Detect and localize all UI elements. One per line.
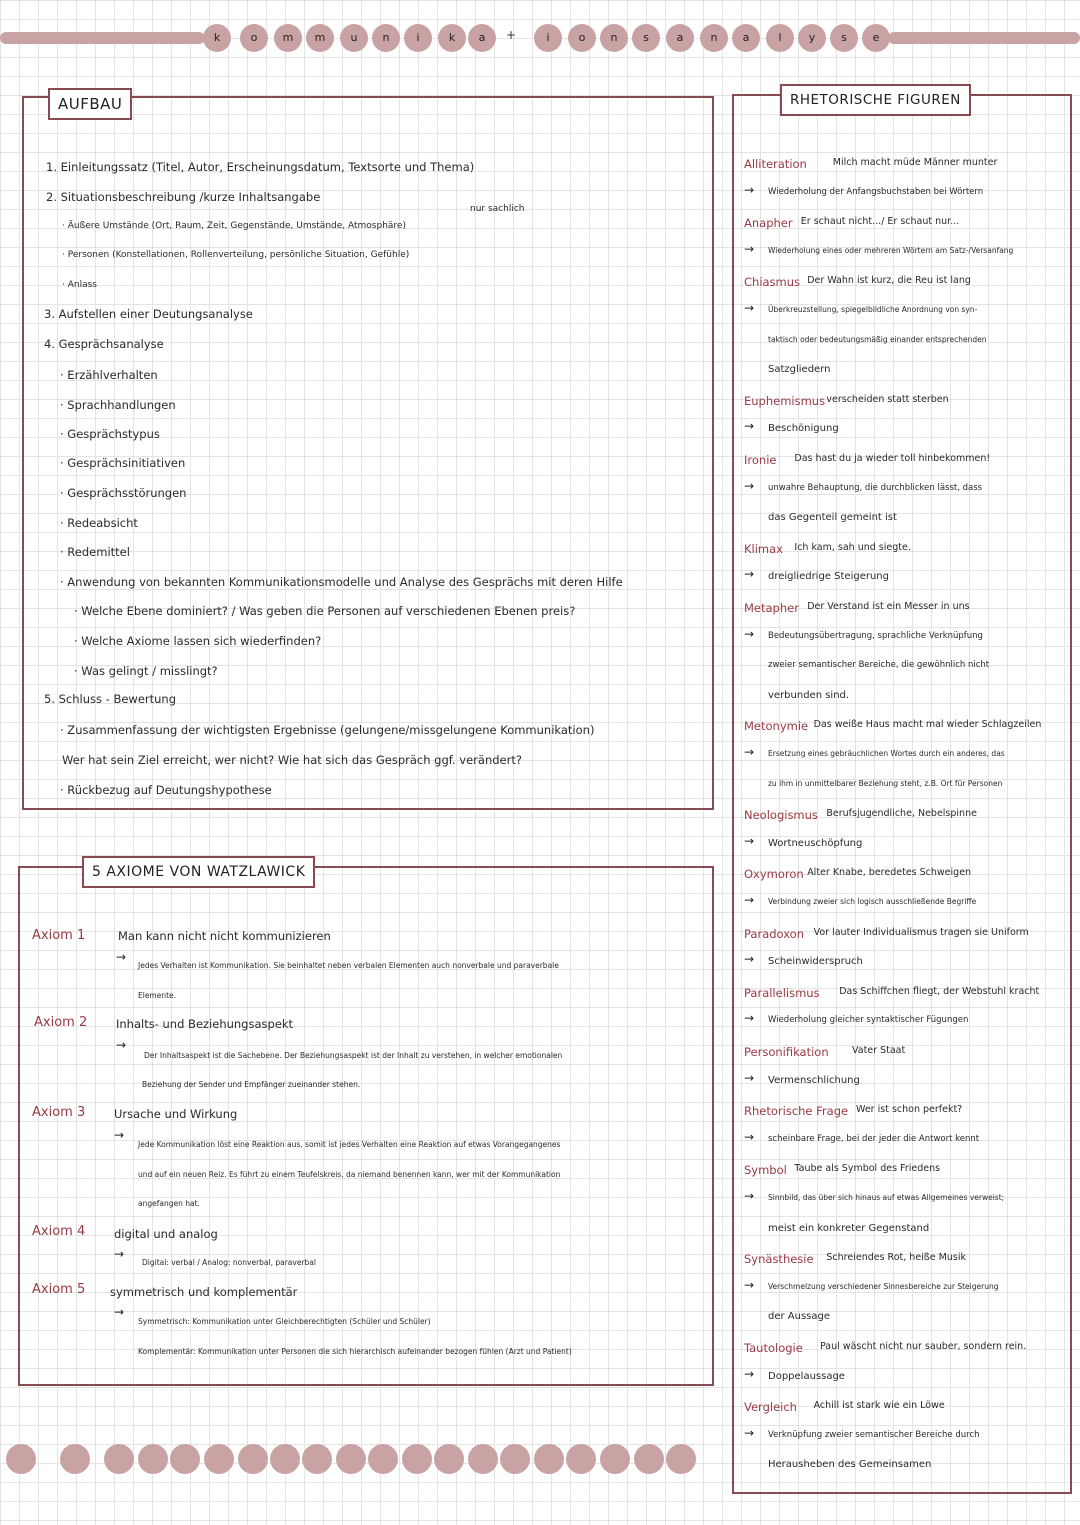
header-letter-circle: u: [340, 24, 368, 52]
figure-definition: Wortneuschöpfung: [768, 837, 863, 849]
axiom-text: Komplementär: Kommunikation unter Personen die sich hierarchisch aufeinander bezogen fühlen (Arzt und Patient): [138, 1347, 572, 1356]
footer-dot: [138, 1444, 168, 1474]
figure-definition: der Aussage: [768, 1311, 831, 1323]
arrow-icon: →: [744, 1277, 755, 1292]
arrow-icon: →: [744, 1011, 755, 1026]
header-letter-circle: e: [862, 24, 890, 52]
figure-definition: Satzgliedern: [768, 364, 831, 376]
arrow-icon: →: [744, 1425, 755, 1440]
arrow-icon: →: [744, 182, 755, 197]
footer-dot: [600, 1444, 630, 1474]
header-letter-circle: n: [700, 24, 728, 52]
axiom-text: Symmetrisch: Kommunikation unter Gleichberechtigten (Schüler und Schüler): [138, 1317, 431, 1326]
aufbau-line: 5. Schluss - Bewertung: [44, 692, 177, 706]
figure-term: Ironie: [744, 453, 777, 467]
axiom-label: Axiom 1: [32, 928, 86, 943]
footer-dot: [170, 1444, 200, 1474]
aufbau-line: 1. Einleitungssatz (Titel, Autor, Erscheinungsdatum, Textsorte und Thema): [46, 160, 475, 174]
header-letter-circle: l: [766, 24, 794, 52]
aufbau-title: AUFBAU: [48, 88, 132, 120]
figure-term: Paradoxon: [744, 926, 804, 941]
figure-example: Das hast du ja wieder toll hinbekommen!: [794, 453, 991, 464]
aufbau-line: 2. Situationsbeschreibung /kurze Inhaltsangabe: [46, 190, 321, 204]
header-bar-right: [888, 32, 1080, 44]
arrow-icon: →: [744, 419, 755, 434]
figure-term: Vergleich: [744, 1400, 797, 1415]
axiom-text: Beziehung der Sender und Empfänger zueinander stehen.: [142, 1080, 361, 1089]
arrow-icon: →: [744, 1189, 755, 1203]
arrow-icon: →: [744, 833, 755, 848]
figure-term: Parallelismus: [744, 985, 820, 1000]
figure-example: verscheiden statt sterben: [826, 393, 949, 405]
header-title-circles: [200, 24, 890, 54]
figure-definition: verbunden sind.: [768, 689, 850, 701]
figure-term: Symbol: [744, 1163, 787, 1178]
axiom-label: Axiom 5: [32, 1282, 86, 1297]
aufbau-line: · Gesprächsstörungen: [60, 486, 187, 500]
figure-example: Er schaut nicht.../ Er schaut nur...: [800, 216, 960, 228]
figure-definition: Ersetzung eines gebräuchlichen Wortes durch ein anderes, das: [768, 749, 1005, 758]
footer-dot: [60, 1444, 90, 1474]
arrow-icon: →: [116, 1038, 127, 1052]
figure-example: Schreiendes Rot, heiße Musik: [826, 1252, 966, 1264]
figure-example: Taube als Symbol des Friedens: [794, 1163, 941, 1175]
header-letter-circle: m: [306, 24, 334, 52]
arrow-icon: →: [116, 950, 127, 964]
figure-definition: Wiederholung der Anfangsbuchstaben bei Wörtern: [768, 186, 984, 197]
aufbau-line: · Personen (Konstellationen, Rollenverteilung, persönliche Situation, Gefühle): [62, 250, 410, 260]
arrow-icon: →: [114, 1247, 125, 1261]
header-letter-circle: o: [568, 24, 596, 52]
figure-example: Vor lauter Individualismus tragen sie Uniform: [813, 926, 1029, 938]
figure-definition: Herausheben des Gemeinsamen: [768, 1459, 932, 1471]
header-bar-left: [0, 32, 205, 44]
footer-dot: [6, 1444, 36, 1474]
aufbau-line: · Redemittel: [60, 545, 130, 559]
figure-example: Ich kam, sah und siegte.: [794, 541, 911, 553]
figure-term: Klimax: [744, 541, 783, 556]
figure-definition: Verbindung zweier sich logisch ausschließende Begriffe: [768, 897, 977, 906]
aufbau-line: · Welche Ebene dominiert? / Was geben die Personen auf verschiedenen Ebenen preis?: [74, 604, 576, 618]
figure-definition: Überkreuzstellung, spiegelbildliche Anordnung von syn-: [768, 305, 978, 314]
figure-definition: zu ihm in unmittelbarer Beziehung steht, z.B. Ort für Personen: [768, 778, 1003, 788]
aufbau-note: nur sachlich: [470, 204, 525, 214]
arrow-icon: →: [744, 301, 755, 315]
figure-term: Tautologie: [744, 1341, 803, 1355]
figure-example: Der Verstand ist ein Messer in uns: [807, 601, 970, 612]
figure-example: Der Wahn ist kurz, die Reu ist lang: [807, 275, 971, 287]
figure-term: Neologismus: [744, 808, 818, 823]
header-letter-circle: i: [404, 24, 432, 52]
header-letter-circle: s: [632, 24, 660, 52]
axiom-head: digital und analog: [114, 1227, 218, 1241]
aufbau-line: · Gesprächsinitiativen: [60, 456, 186, 470]
figure-definition: taktisch oder bedeutungsmäßig einander entsprechenden: [768, 334, 987, 344]
aufbau-line: · Rückbezug auf Deutungshypothese: [60, 783, 272, 797]
axiom-head: Inhalts- und Beziehungsaspekt: [116, 1017, 294, 1031]
figure-example: Alter Knabe, beredetes Schweigen: [807, 867, 972, 879]
header-letter-circle: a: [468, 24, 496, 52]
arrow-icon: →: [744, 1366, 755, 1381]
figure-definition: Verschmelzung verschiedener Sinnesbereiche zur Steigerung: [768, 1281, 999, 1291]
figure-example: Paul wäscht nicht nur sauber, sondern rein.: [820, 1341, 1027, 1352]
arrow-icon: →: [744, 478, 755, 493]
aufbau-line: · Sprachhandlungen: [60, 398, 176, 412]
axiom-text: Jedes Verhalten ist Kommunikation. Sie beinhaltet neben verbalen Elementen auch nonverbale und paraverbale: [138, 961, 559, 970]
arrow-icon: →: [744, 241, 755, 256]
figure-term: Oxymoron: [744, 867, 804, 882]
figure-term: Metonymie: [744, 719, 809, 734]
header-letter-circle: s: [830, 24, 858, 52]
header-letter-circle: k: [203, 24, 231, 52]
footer-dot: [402, 1444, 432, 1474]
rhetorik-title: RHETORISCHE FIGUREN: [780, 84, 971, 116]
figure-definition: meist ein konkreter Gegenstand: [768, 1222, 930, 1234]
footer-dot: [336, 1444, 366, 1474]
footer-dot: [634, 1444, 664, 1474]
footer-dot: [302, 1444, 332, 1474]
axiom-label: Axiom 2: [34, 1015, 88, 1030]
figure-definition: Scheinwiderspruch: [768, 956, 863, 968]
footer-dot: [666, 1444, 696, 1474]
aufbau-line: · Anlass: [62, 280, 97, 290]
figure-definition: dreigliedrige Steigerung: [768, 571, 889, 583]
header-letter-circle: i: [534, 24, 562, 52]
axiom-text: Elemente.: [138, 991, 177, 1000]
footer-dot: [238, 1444, 268, 1474]
figure-term: Anapher: [744, 216, 793, 231]
figure-term: Alliteration: [744, 157, 807, 171]
header-letter-circle: y: [798, 24, 826, 52]
aufbau-line: · Äußere Umstände (Ort, Raum, Zeit, Gegenstände, Umstände, Atmosphäre): [62, 221, 406, 231]
footer-dot: [566, 1444, 596, 1474]
figure-example: Milch macht müde Männer munter: [832, 157, 998, 168]
header-separator: +: [506, 28, 517, 42]
figure-example: Berufsjugendliche, Nebelspinne: [826, 808, 977, 820]
figure-definition: scheinbare Frage, bei der jeder die Antwort kennt: [768, 1133, 980, 1144]
header-letter-circle: o: [240, 24, 268, 52]
figure-definition: Vermenschlichung: [768, 1074, 860, 1086]
aufbau-line: · Welche Axiome lassen sich wiederfinden?: [74, 634, 322, 648]
aufbau-line: · Anwendung von bekannten Kommunikationsmodelle und Analyse des Gesprächs mit deren Hilfe: [60, 575, 623, 589]
footer-dot: [500, 1444, 530, 1474]
aufbau-line: · Redeabsicht: [60, 516, 138, 530]
figure-term: Metapher: [744, 601, 799, 615]
figure-definition: Beschönigung: [768, 423, 839, 435]
header-letter-circle: k: [438, 24, 466, 52]
figure-term: Rhetorische Frage: [744, 1104, 849, 1119]
figure-example: Wer ist schon perfekt?: [856, 1104, 963, 1116]
figure-definition: Doppelaussage: [768, 1370, 845, 1382]
header-letter-circle: n: [372, 24, 400, 52]
axiom-label: Axiom 4: [32, 1224, 86, 1239]
figure-term: Synästhesie: [744, 1252, 814, 1267]
arrow-icon: →: [114, 1128, 125, 1142]
figure-definition: Sinnbild, das über sich hinaus auf etwas Allgemeines verweist;: [768, 1193, 1005, 1202]
arrow-icon: →: [744, 567, 755, 582]
aufbau-line: · Erzählverhalten: [60, 368, 158, 382]
header-letter-circle: m: [274, 24, 302, 52]
figure-example: Das Schiffchen fliegt, der Webstuhl kracht: [839, 985, 1040, 997]
figure-example: Achill ist stark wie ein Löwe: [813, 1400, 945, 1412]
figure-term: Euphemismus: [744, 393, 826, 408]
arrow-icon: →: [744, 893, 755, 907]
figure-definition: Wiederholung gleicher syntaktischer Fügungen: [768, 1015, 969, 1026]
figure-definition: zweier semantischer Bereiche, die gewöhnlich nicht: [768, 660, 990, 671]
axiom-text: Digital: verbal / Analog: nonverbal, paraverbal: [142, 1258, 316, 1267]
footer-dot: [204, 1444, 234, 1474]
aufbau-line: · Gesprächstypus: [60, 427, 160, 441]
axiom-head: Man kann nicht nicht kommunizieren: [118, 929, 331, 943]
axiom-text: Der Inhaltsaspekt ist die Sachebene. Der Beziehungsaspekt ist der Inhalt zu verstehen, in welcher emotionalen: [144, 1051, 563, 1060]
arrow-icon: →: [744, 626, 755, 641]
figure-definition: unwahre Behauptung, die durchblicken lässt, dass: [768, 482, 983, 493]
aufbau-line: · Was gelingt / misslingt?: [74, 664, 218, 678]
figure-definition: das Gegenteil gemeint ist: [768, 512, 897, 524]
figure-definition: Bedeutungsübertragung, sprachliche Verknüpfung: [768, 630, 983, 641]
arrow-icon: →: [114, 1305, 125, 1319]
header-letter-circle: a: [732, 24, 760, 52]
header-letter-circle: a: [666, 24, 694, 52]
footer-dot: [104, 1444, 134, 1474]
aufbau-line: Wer hat sein Ziel erreicht, wer nicht? Wie hat sich das Gespräch ggf. verändert?: [62, 753, 522, 767]
arrow-icon: →: [744, 1070, 755, 1085]
footer-dot: [270, 1444, 300, 1474]
footer-dot: [368, 1444, 398, 1474]
figure-example: Vater Staat: [852, 1045, 906, 1056]
axiom-head: Ursache und Wirkung: [114, 1107, 238, 1121]
footer-dot: [434, 1444, 464, 1474]
header-letter-circle: n: [600, 24, 628, 52]
arrow-icon: →: [744, 952, 755, 967]
arrow-icon: →: [744, 1129, 755, 1144]
footer-dot: [534, 1444, 564, 1474]
axiom-text: Jede Kommunikation löst eine Reaktion aus, somit ist jedes Verhalten eine Reaktion auf etwas Vorangegangenes: [138, 1140, 561, 1149]
axiom-head: symmetrisch und komplementär: [110, 1285, 298, 1299]
axiom-text: angefangen hat.: [138, 1199, 200, 1208]
aufbau-line: 4. Gesprächsanalyse: [44, 337, 164, 351]
footer-dot: [468, 1444, 498, 1474]
figure-definition: Wiederholung eines oder mehreren Wörtern am Satz-/Versanfang: [768, 245, 1014, 255]
arrow-icon: →: [744, 745, 755, 759]
aufbau-line: · Zusammenfassung der wichtigsten Ergebnisse (gelungene/missgelungene Kommunikation): [60, 723, 595, 737]
axiom-label: Axiom 3: [32, 1105, 86, 1120]
axiom-text: und auf ein neuen Reiz. Es führt zu einem Teufelskreis, da niemand benennen kann, wer mit der Kommunikation: [138, 1170, 561, 1179]
figure-term: Personifikation: [744, 1045, 829, 1059]
figure-definition: Verknüpfung zweier semantischer Bereiche durch: [768, 1429, 980, 1440]
aufbau-line: 3. Aufstellen einer Deutungsanalyse: [44, 307, 253, 321]
figure-example: Das weiße Haus macht mal wieder Schlagzeilen: [813, 719, 1042, 731]
figure-term: Chiasmus: [744, 275, 801, 290]
axiome-title: 5 AXIOME VON WATZLAWICK: [82, 856, 315, 888]
